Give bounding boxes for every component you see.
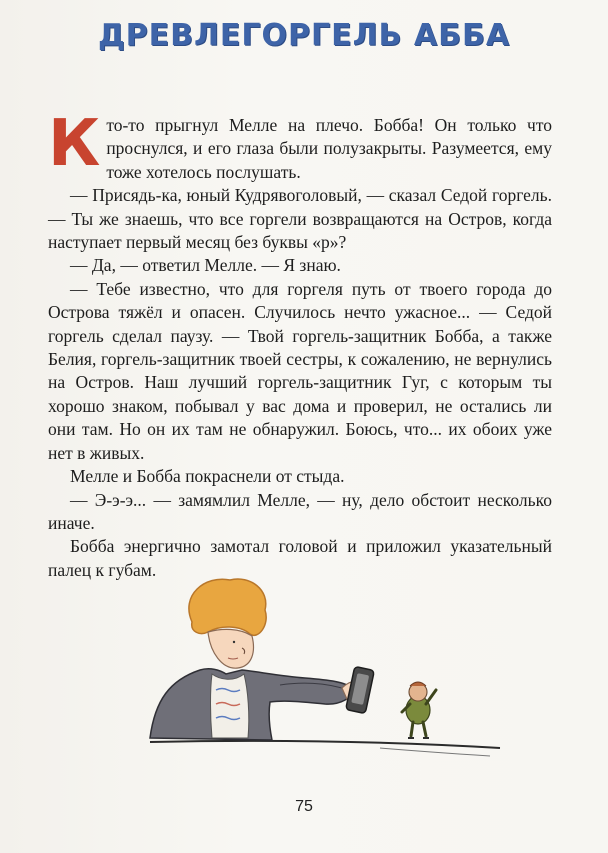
paragraph-6: — Э-э-э... — замямлил Мелле, — ну, дело обстоит несколько иначе. <box>48 489 552 533</box>
page-number: 75 <box>295 798 313 815</box>
paragraph-3: — Да, — ответил Мелле. — Я знаю. <box>70 255 341 276</box>
paragraph-1 <box>48 107 552 184</box>
paragraph-4: — Тебе известно, что для горгеля путь от твоего города до Острова тяжёл и опасен. Случилось нечто ужасное... — Седой горгель сделал паузу. — Твой горгель-защитник Бобба, а также Белия, горгель-защитник твоей сестры, к сожалению, не вернулись на Остров. Наш лучший горгель-защитник Гуг, с которым ты хорошо знаком, побывал у вас дома и проверил, не остались ли они там. Но он их там не обнаружил. Боюсь, что... их обоих уже нет в живых. <box>48 278 552 463</box>
ground-line <box>150 741 500 748</box>
boy-hair <box>189 579 266 635</box>
gorgel-figure <box>402 682 436 738</box>
boy-jacket <box>150 669 352 740</box>
boy-shirt <box>211 674 249 738</box>
boy-face <box>208 629 253 668</box>
illustration-boy-with-phone-and-gorgel <box>130 570 510 780</box>
paragraph-2: — Присядь-ка, юный Кудрявоголовый, — сказал Седой горгель. — Ты же знаешь, что все горгели возвращаются на Остров, когда наступает первый месяц без буквы «р»? <box>48 185 552 253</box>
body-text <box>48 107 552 582</box>
paragraph-5: Мелле и Бобба покраснели от стыда. <box>70 466 345 487</box>
paragraph-text: то-то прыгнул Мелле на плечо. Бобба! Он только что проснулся, и его глаза были полузакрыты. Разумеется, ему тоже хотелось послушать. <box>106 115 552 182</box>
paragraph-7: Бобба энергично замотал головой и приложил указательный палец к губам. <box>48 536 552 580</box>
chapter-title: ДРЕВЛЕГОРГЕЛЬ АББА <box>97 18 511 53</box>
drop-cap: К <box>48 107 101 181</box>
